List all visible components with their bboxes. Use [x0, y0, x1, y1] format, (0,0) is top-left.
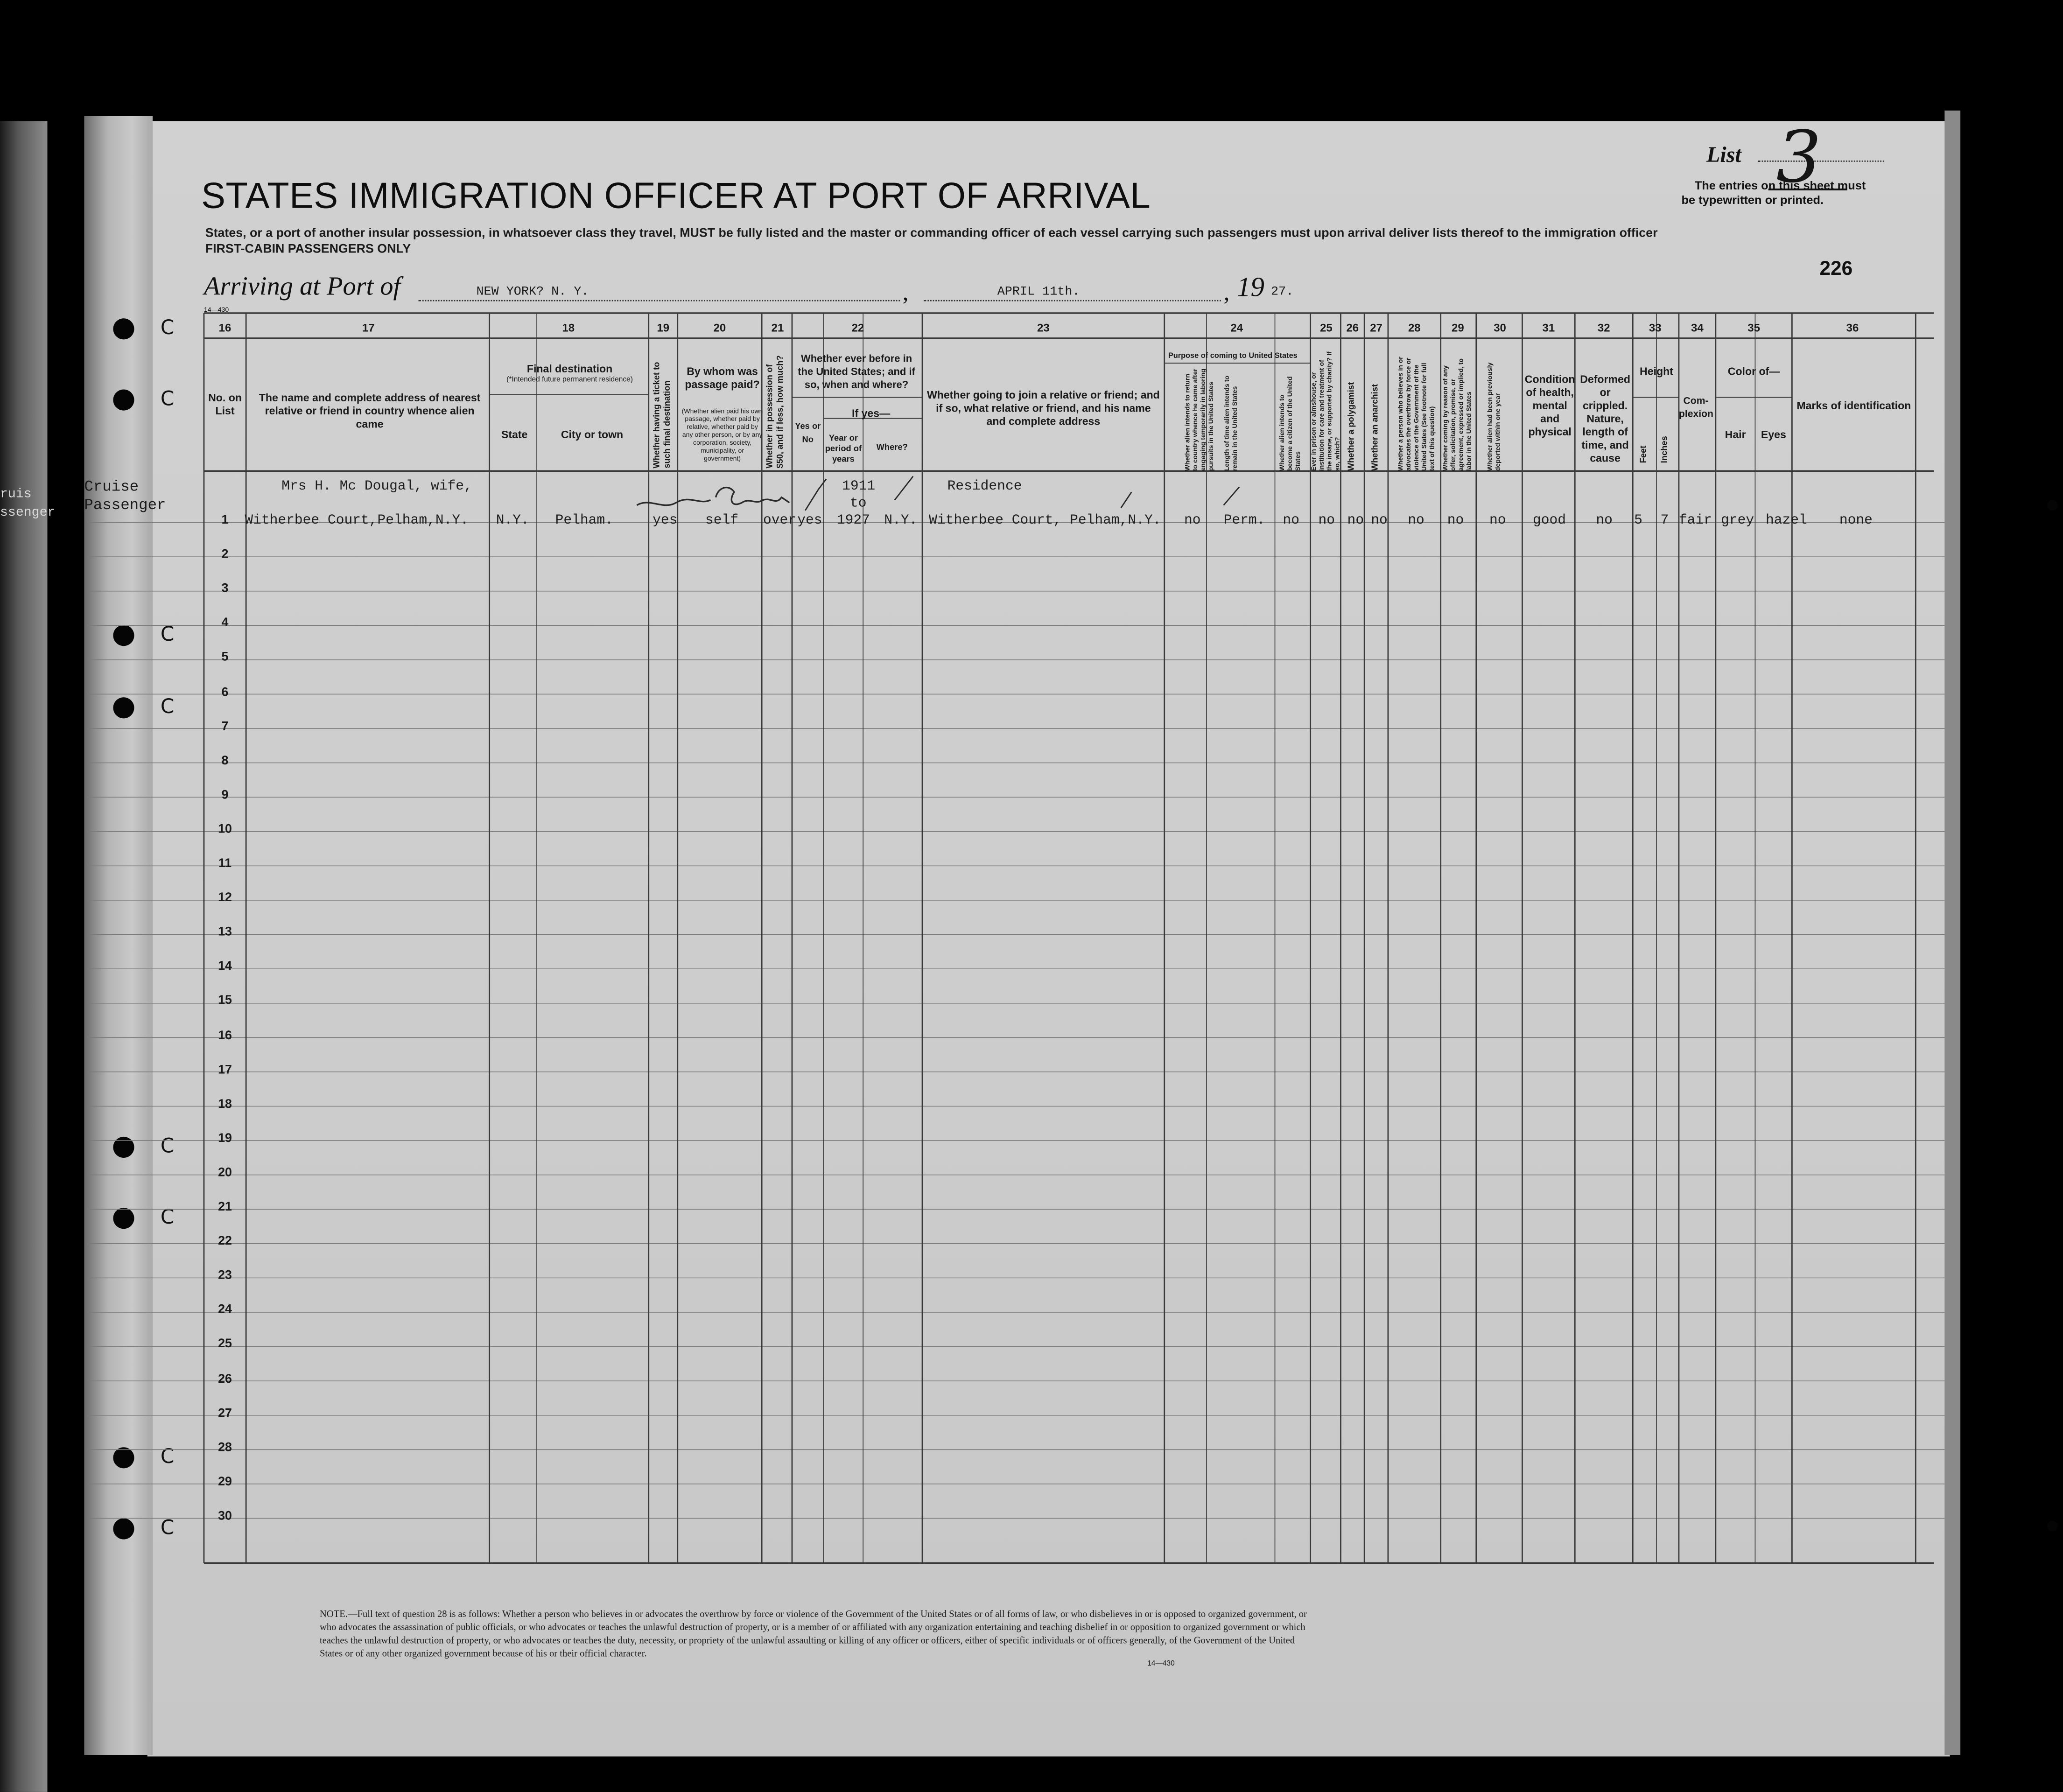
- row-number: 5: [221, 650, 229, 665]
- header-year-period: Year or period of years: [825, 434, 862, 465]
- entry-city: Pelham.: [555, 513, 613, 529]
- header-polygamist: Whether a polygamist: [1347, 382, 1357, 471]
- instructions-line: States, or a port of another insular possession, in whatsoever class they travel, MUST be fully listed and the master or commanding officer of each vessel carrying such passengers must upon arrival deliver lists thereof to the immigration officer: [205, 226, 1658, 241]
- row-number: 15: [218, 994, 232, 1008]
- header-color-of: Color of—: [1727, 365, 1780, 378]
- header-prison: Ever in prison or almshouse, or institution for care and treatment of the insane, or supported by charity? If so, which?: [1310, 351, 1342, 471]
- entry-eyes: hazel: [1765, 513, 1807, 529]
- header-purpose-length: Length of time alien intends to remain in the United States: [1223, 375, 1240, 471]
- entry-where: N.Y.: [884, 513, 918, 529]
- column-number: 29: [1451, 321, 1464, 335]
- entry-polygamist: no: [1347, 513, 1364, 529]
- column-number: 30: [1494, 321, 1506, 335]
- column-number: 26: [1346, 321, 1359, 335]
- header-final-destination-note: (*Intended future permanent residence): [506, 376, 633, 385]
- row-number: 8: [221, 753, 229, 768]
- header-purpose: Purpose of coming to United States: [1168, 352, 1298, 361]
- column-number: 20: [713, 321, 726, 335]
- column-number: 31: [1542, 321, 1555, 335]
- row-number: 4: [221, 616, 229, 631]
- header-feet: Feet: [1639, 445, 1649, 463]
- binder-ring-mark: C: [160, 315, 175, 340]
- row-number: 11: [218, 856, 232, 871]
- footnote-form-number: 14—430: [1147, 1660, 1175, 1668]
- binder-ring-mark: C: [160, 1134, 175, 1158]
- row-number: 23: [218, 1268, 232, 1283]
- column-number: 22: [851, 321, 864, 335]
- row-number: 16: [218, 1028, 232, 1043]
- entry-deported: no: [1489, 513, 1506, 529]
- row-number: 21: [218, 1200, 232, 1215]
- entry-hair: grey: [1721, 513, 1754, 529]
- row-number: 10: [218, 822, 232, 837]
- header-anarchist: Whether an anarchist: [1371, 384, 1381, 471]
- entry-possession: over: [763, 513, 797, 529]
- header-condition: Condition of health, mental and physical: [1524, 373, 1575, 438]
- entry-deformed: no: [1596, 513, 1613, 529]
- entry-ever-before: yes: [797, 513, 822, 529]
- entry-years-to: 1927: [836, 513, 870, 529]
- row-number: 25: [218, 1337, 232, 1352]
- column-number: 24: [1230, 321, 1243, 335]
- entry-citizen: no: [1283, 513, 1299, 529]
- row-number: 20: [218, 1165, 232, 1180]
- column-number: 19: [657, 321, 670, 335]
- binder-ring-mark: C: [160, 694, 175, 719]
- entry-years-from: 1911: [842, 479, 876, 495]
- entry-marks: none: [1839, 513, 1873, 529]
- entry-inches: 7: [1660, 513, 1669, 529]
- list-number-handwritten: 3: [1776, 116, 1822, 199]
- entry-offer-labor: no: [1447, 513, 1464, 529]
- entry-length-of-stay: Perm.: [1223, 513, 1265, 529]
- row-number: 30: [218, 1509, 232, 1524]
- header-ticket: Whether having a ticket to such final destination: [653, 362, 673, 469]
- entry-join-line1: Residence: [947, 479, 1022, 495]
- row-number: 22: [218, 1234, 232, 1249]
- year-prefix: 19: [1236, 271, 1264, 303]
- entry-relative-line2: Witherbee Court,Pelham,N.Y.: [245, 513, 469, 529]
- entry-ticket: yes: [653, 513, 678, 529]
- entry-join-line2: Witherbee Court, Pelham,N.Y.: [929, 513, 1161, 529]
- header-inches: Inches: [1660, 436, 1670, 463]
- footnote: NOTE.—Full text of question 28 is as follows: Whether a person who believes in or advocates the overthrow by force or violence of the Government of the United States or of all forms of law, or who disbelieves in or is opposed to organized government, or who advocates the assassination of public officials, or who advocates or teaches the unlawful destruction of property, or is a member of or affiliated with any organization entertaining and teaching disbelief in or opposition to organized government or which teaches the unlawful destruction of property, or who advocates or teaches the duty, necessity, or propriety of the unlawful assaulting or killing of any officer or officers, either of specific individuals or of officers generally, of the Government of the United States or of any other organized government because of his or their official character.: [319, 1608, 1307, 1659]
- column-number: 28: [1408, 321, 1421, 335]
- entry-passage: self: [705, 513, 739, 529]
- column-number: 17: [362, 321, 375, 335]
- row-number: 7: [221, 719, 229, 734]
- column-number: 16: [218, 321, 232, 335]
- arriving-label: Arriving at Port of: [203, 272, 401, 301]
- binder-ring-mark: C: [160, 622, 175, 646]
- entry-anarchist: no: [1371, 513, 1388, 529]
- binder-ring-mark: C: [160, 1515, 175, 1540]
- header-purpose-return: Whether alien intends to return to country whence he came after engaging temporarily in laboring pursuits in the United States: [1184, 368, 1216, 471]
- entry-overthrow: no: [1408, 513, 1424, 529]
- header-join-relative: Whether going to join a relative or friend; and if so, what relative or friend, and his name and complete address: [926, 389, 1160, 428]
- header-no-on-list: No. on List: [208, 392, 242, 417]
- header-height: Height: [1640, 365, 1673, 378]
- row-number: 18: [218, 1097, 232, 1112]
- column-number: 25: [1320, 321, 1333, 335]
- comma-2: ,: [1223, 279, 1230, 306]
- entry-health: good: [1533, 513, 1566, 529]
- header-hair: Hair: [1725, 429, 1746, 441]
- row-number: 29: [218, 1474, 232, 1489]
- year-suffix: 27.: [1271, 284, 1294, 299]
- list-label: List: [1706, 142, 1741, 168]
- header-eyes: Eyes: [1761, 429, 1786, 441]
- entry-return-intent: no: [1184, 513, 1201, 529]
- header-offer-labor: Whether coming by reason of any offer, solicitation, promise, or agreement, expressed or implied, to labor in the United States: [1442, 358, 1474, 471]
- header-nearest-relative: The name and complete address of nearest relative or friend in country whence alien came: [259, 392, 481, 430]
- row-number: 26: [218, 1372, 232, 1386]
- column-number: 27: [1370, 321, 1382, 335]
- header-final-destination: Final destination: [526, 363, 613, 375]
- typewritten-note-1: The entries on this sheet must: [1694, 179, 1866, 192]
- column-number: 36: [1846, 321, 1859, 335]
- row-number: 28: [218, 1440, 232, 1455]
- row-number: 2: [221, 547, 229, 562]
- header-possession-50: Whether in possession of $50, and if less, how much?: [765, 355, 786, 469]
- form-number: 14—430: [203, 306, 229, 315]
- entry-years-to-word: to: [850, 496, 867, 512]
- row-number: 1: [221, 513, 229, 528]
- header-overthrow: Whether a person who believes in or advocates the overthrow by force or violence of the Government of the United States (See footnote for full text of this question): [1397, 357, 1437, 471]
- column-number: 21: [771, 321, 784, 335]
- column-number: 32: [1597, 321, 1610, 335]
- column-number: 18: [562, 321, 575, 335]
- date-value: APRIL 11th.: [997, 284, 1080, 299]
- binder-ring-mark: C: [160, 1444, 175, 1469]
- header-where: Where?: [876, 443, 908, 453]
- row-number: 6: [221, 685, 229, 700]
- header-marks: Marks of identification: [1796, 400, 1911, 412]
- row-number: 14: [218, 959, 232, 974]
- header-purpose-citizen: Whether alien intends to become a citizen of the United States: [1278, 376, 1303, 471]
- column-number: 35: [1747, 321, 1760, 335]
- first-cabin-label: FIRST-CABIN PASSENGERS ONLY: [205, 242, 411, 257]
- entry-state: N.Y.: [496, 513, 529, 529]
- header-state: State: [501, 429, 528, 441]
- header-deported: Whether alien had been previously deported within one year: [1487, 362, 1503, 471]
- page-number: 226: [1819, 258, 1853, 280]
- header-passage-paid: By whom was passage paid?: [685, 365, 760, 391]
- row-number: 19: [218, 1131, 232, 1146]
- header-yes-no: Yes or No: [795, 422, 821, 445]
- row-number: 12: [218, 890, 232, 905]
- header-if-yes: If yes—: [852, 407, 891, 420]
- cruise-passenger-stamp: Cruise Passenger: [84, 479, 166, 515]
- row-number: 27: [218, 1406, 232, 1421]
- header-city: City or town: [561, 429, 624, 441]
- column-number: 23: [1037, 321, 1050, 335]
- previous-page-text: ruis ssenger: [0, 488, 56, 521]
- row-number: 3: [221, 581, 229, 596]
- typewritten-note-2: be typewritten or printed.: [1681, 193, 1824, 207]
- header-ever-before: Whether ever before in the United States; and if so, when and where?: [798, 352, 915, 391]
- binder-ring-mark: C: [160, 1205, 175, 1229]
- column-number: 34: [1691, 321, 1704, 335]
- port-value: NEW YORK? N. Y.: [476, 284, 589, 299]
- row-number: 17: [218, 1062, 232, 1077]
- page-title: STATES IMMIGRATION OFFICER AT PORT OF ARRIVAL: [201, 175, 1151, 216]
- row-number: 24: [218, 1302, 232, 1317]
- comma-1: ,: [902, 279, 909, 306]
- entry-complexion: fair: [1678, 513, 1712, 529]
- header-complexion: Com-plexion: [1678, 394, 1713, 420]
- row-number: 13: [218, 925, 232, 940]
- header-deformed: Deformed or crippled. Nature, length of time, and cause: [1580, 373, 1630, 465]
- header-passage-note: (Whether alien paid his own passage, whether paid by relative, whether paid by any other person, or by any corporation, society, municipality, or government): [681, 407, 763, 463]
- entry-feet: 5: [1634, 513, 1642, 529]
- entry-prison: no: [1318, 513, 1335, 529]
- column-number: 33: [1649, 321, 1662, 335]
- row-number: 9: [221, 788, 229, 803]
- entry-relative-line1: Mrs H. Mc Dougal, wife,: [281, 479, 472, 495]
- binder-ring-mark: C: [160, 386, 175, 411]
